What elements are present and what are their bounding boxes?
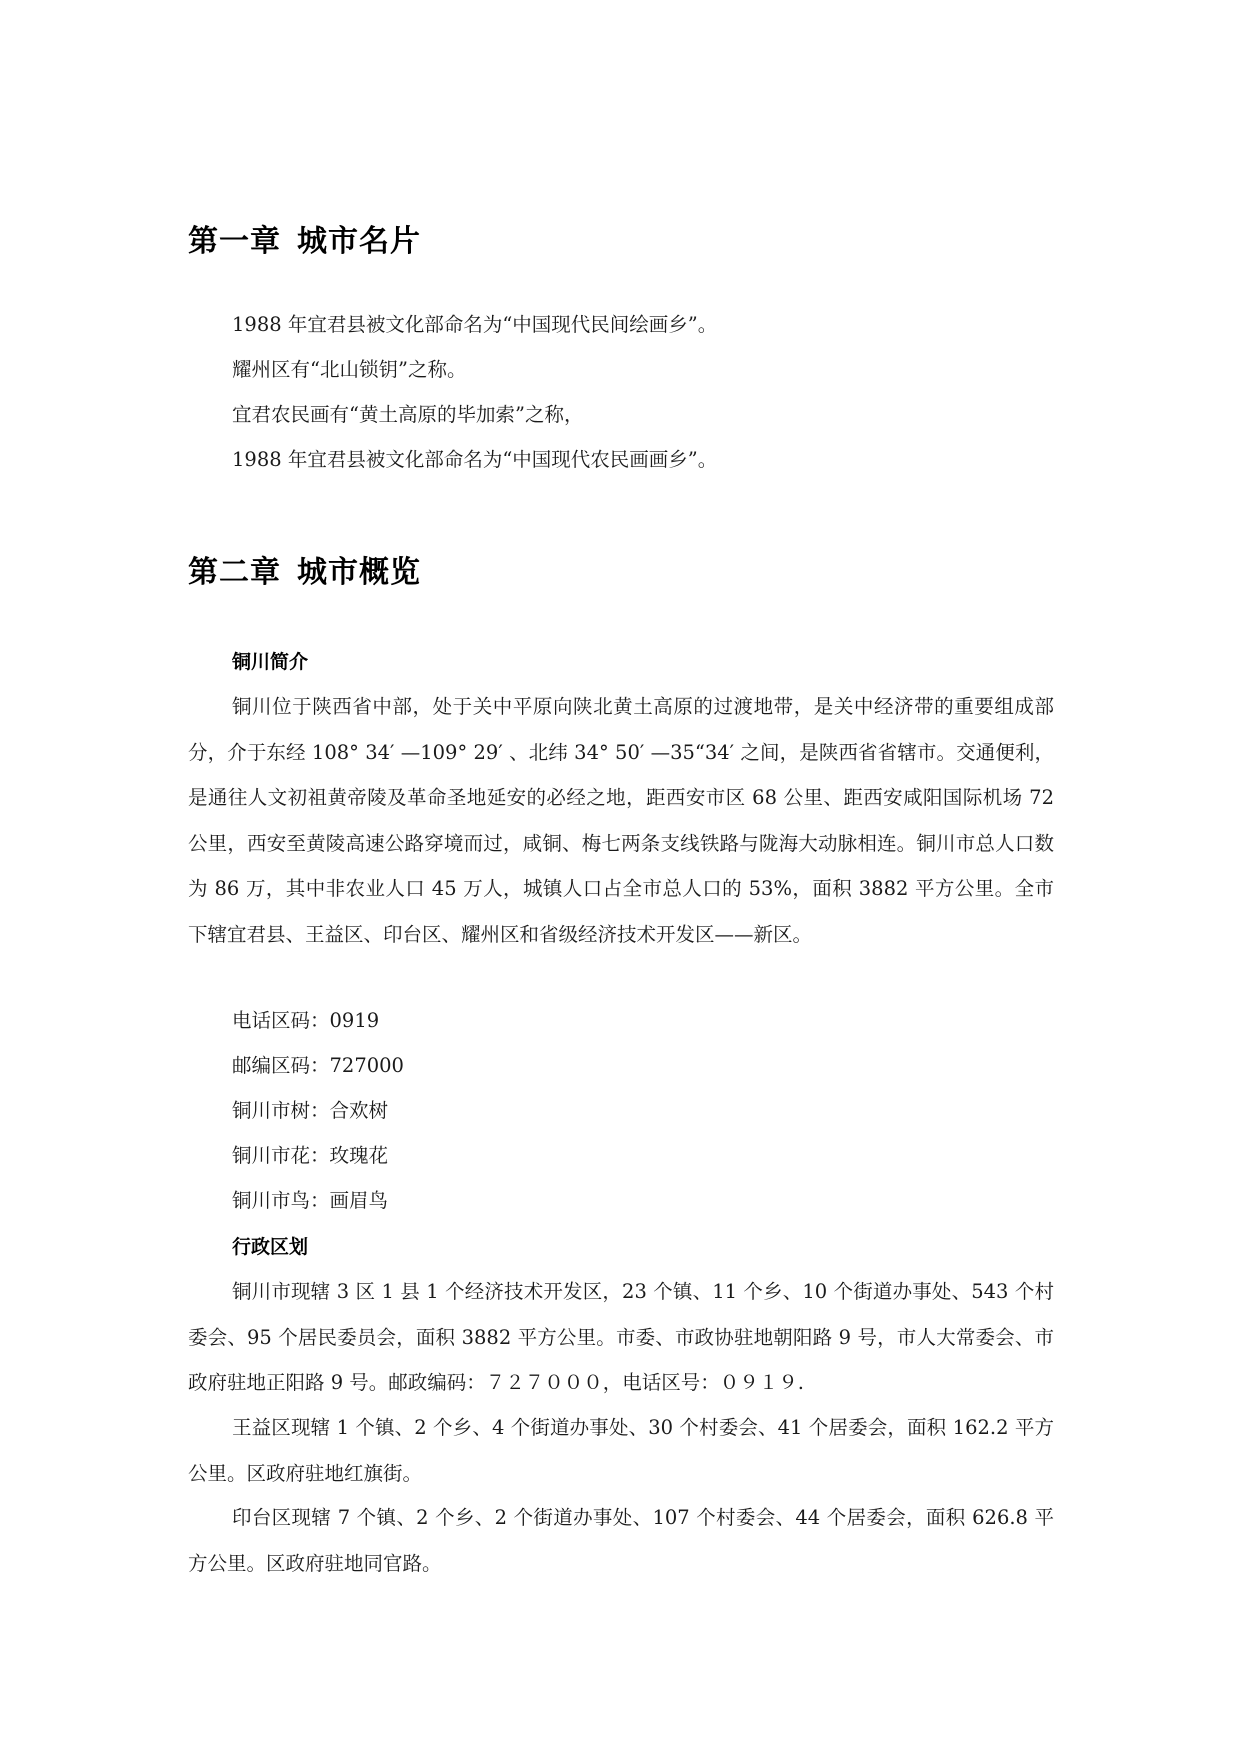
city-card-line: 耀州区有“北山锁钥”之称。 xyxy=(232,358,467,381)
city-card-line: 1988 年宜君县被文化部命名为“中国现代农民画画乡”。 xyxy=(232,448,718,471)
fact-city-bird: 铜川市鸟：画眉鸟 xyxy=(232,1189,389,1212)
section-heading-admin: 行政区划 xyxy=(232,1236,309,1258)
admin-paragraph: 印台区现辖 7 个镇、2 个乡、2 个街道办事处、107 个村委会、44 个居委会，面积 626.8 平方公里。区政府驻地同官路。 xyxy=(188,1506,1054,1575)
chapter-1-number: 第一章 xyxy=(188,224,281,259)
fact-postal-code: 邮编区码：727000 xyxy=(232,1054,404,1077)
city-card-line: 1988 年宜君县被文化部命名为“中国现代民间绘画乡”。 xyxy=(232,313,718,336)
chapter-1-name: 城市名片 xyxy=(297,224,421,259)
fact-city-tree: 铜川市树：合欢树 xyxy=(232,1099,389,1122)
fact-phone-code: 电话区码：0919 xyxy=(232,1009,380,1032)
chapter-2-title xyxy=(188,553,421,593)
admin-paragraph: 王益区现辖 1 个镇、2 个乡、4 个街道办事处、30 个村委会、41 个居委会，面积 162.2 平方公里。区政府驻地红旗街。 xyxy=(188,1416,1054,1485)
section-heading-intro: 铜川简介 xyxy=(232,651,309,673)
chapter-1-title xyxy=(188,222,421,262)
intro-paragraph: 铜川位于陕西省中部，处于关中平原向陕北黄土高原的过渡地带，是关中经济带的重要组成部分，介于东经 108° 34′ —109° 29′ 、北纬 34° 50′ —35“34′ 之间，是陕西省省辖市。交通便利，是通往人文初祖黄帝陵及革命圣地延安的必经之地，距西安市区 68 公里、距西安咸阳国际机场 72 公里，西安至黄陵高速公路穿境而过，咸铜、梅七两条支线铁路与陇海大动脉相连。铜川市总人口数为 86 万，其中非农业人口 45 万人，城镇人口占全市总人口的 53%，面积 3882 平方公里。全市下辖宜君县、王益区、印台区、耀州区和省级经济技术开发区——新区。 xyxy=(188,695,1054,946)
chapter-2-name: 城市概览 xyxy=(297,555,421,590)
fact-city-flower: 铜川市花：玫瑰花 xyxy=(232,1144,389,1167)
city-card-line: 宜君农民画有“黄土高原的毕加索”之称， xyxy=(232,403,584,426)
admin-paragraph: 铜川市现辖 3 区 1 县 1 个经济技术开发区，23 个镇、11 个乡、10 个街道办事处、543 个村委会、95 个居民委员会，面积 3882 平方公里。市委、市政协驻地朝阳路 9 号，市人大常委会、市政府驻地正阳路 9 号。邮政编码：７２７０００，电话区号：０９１９. xyxy=(188,1280,1054,1394)
chapter-2-number: 第二章 xyxy=(188,555,281,590)
